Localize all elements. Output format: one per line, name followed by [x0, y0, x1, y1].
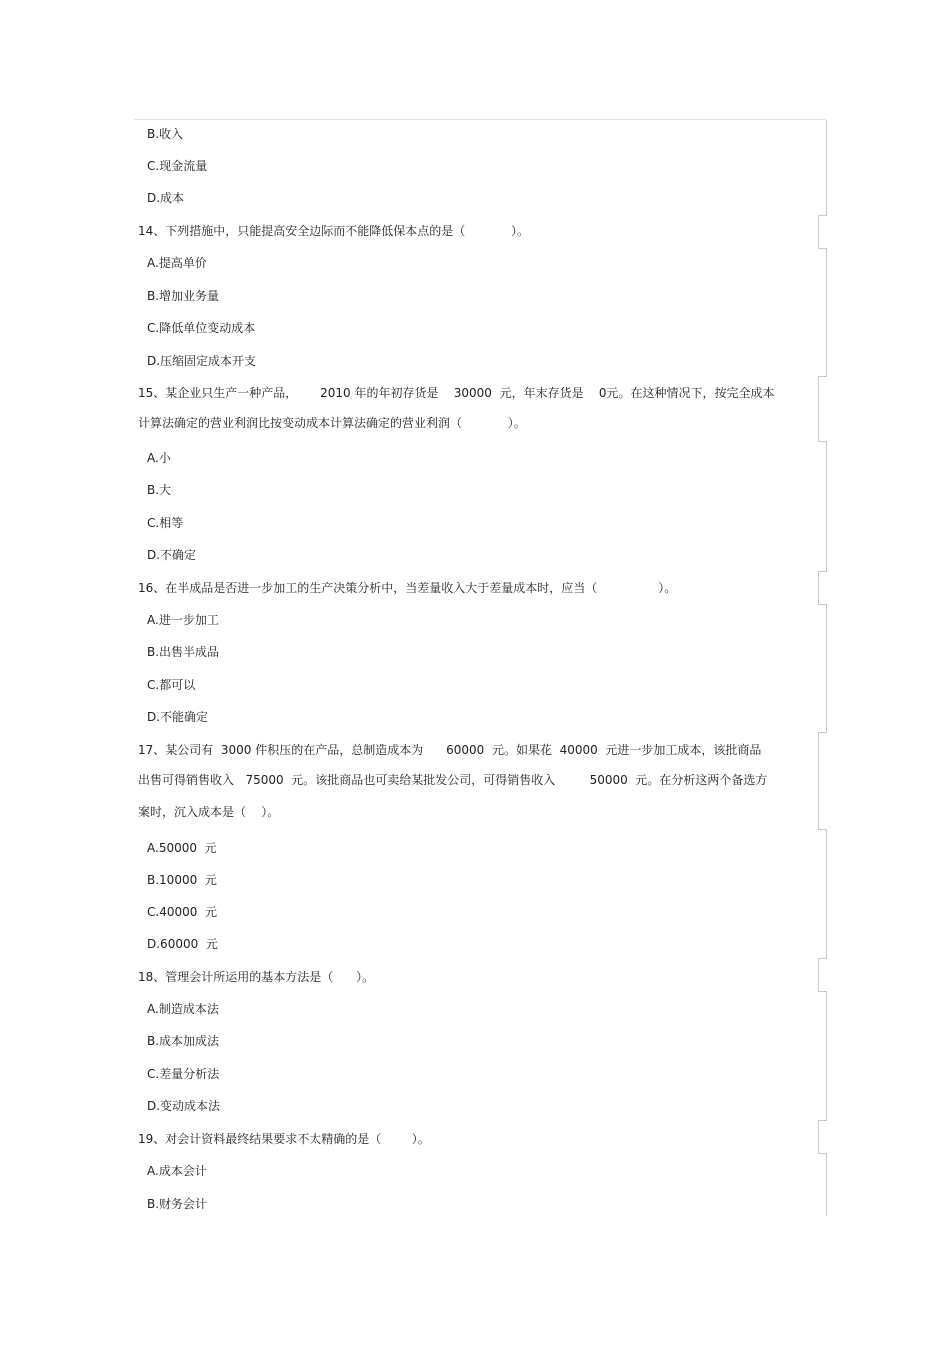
option-line: B.出售半成品	[147, 645, 220, 659]
option-line: A.50000 元	[147, 841, 217, 855]
option-line: D.变动成本法	[147, 1099, 221, 1113]
option-line: D.成本	[147, 191, 185, 205]
option-line: B.大	[147, 483, 172, 497]
question-line: 14、下列措施中，只能提高安全边际而不能降低保本点的是（ ）。	[138, 224, 530, 238]
option-line: C.40000 元	[147, 905, 217, 919]
question-line: 15、某企业只生产一种产品， 2010 年的年初存货是 30000 元，年末存货是 0元。在这种情况下，按完全成本	[138, 386, 775, 400]
option-line: A.进一步加工	[147, 613, 219, 627]
page-top-rule	[134, 119, 826, 120]
question-line: 18、管理会计所运用的基本方法是（ ）。	[138, 970, 375, 984]
question-line: 出售可得销售收入 75000 元。该批商品也可卖给某批发公司，可得销售收入 50000 元。在分析这两个备选方	[138, 773, 768, 787]
option-line: C.相等	[147, 516, 184, 530]
option-line: D.不确定	[147, 548, 197, 562]
option-line: B.财务会计	[147, 1197, 208, 1211]
option-line: B.成本加成法	[147, 1034, 220, 1048]
option-line: D.压缩固定成本开支	[147, 354, 257, 368]
option-line: D.60000 元	[147, 937, 218, 951]
option-line: B.增加业务量	[147, 289, 220, 303]
option-line: C.都可以	[147, 678, 196, 692]
option-line: B.10000 元	[147, 873, 217, 887]
question-line: 17、某公司有 3000 件积压的在产品，总制造成本为 60000 元。如果花 40000 元进一步加工成本，该批商品	[138, 743, 762, 757]
question-line: 16、在半成品是否进一步加工的生产决策分析中，当差量收入大于差量成本时，应当（ ）。	[138, 581, 677, 595]
option-line: A.成本会计	[147, 1164, 207, 1178]
option-line: A.小	[147, 451, 171, 465]
question-line: 计算法确定的营业利润比按变动成本计算法确定的营业利润（ ）。	[138, 416, 526, 430]
option-line: C.差量分析法	[147, 1067, 220, 1081]
option-line: C.降低单位变动成本	[147, 321, 256, 335]
option-line: B.收入	[147, 127, 184, 141]
question-line: 案时，沉入成本是（ ）。	[138, 805, 280, 819]
option-line: A.提高单价	[147, 256, 207, 270]
question-line: 19、对会计资料最终结果要求不太精确的是（ ）。	[138, 1132, 430, 1146]
option-line: C.现金流量	[147, 159, 208, 173]
option-line: D.不能确定	[147, 710, 209, 724]
option-line: A.制造成本法	[147, 1002, 219, 1016]
